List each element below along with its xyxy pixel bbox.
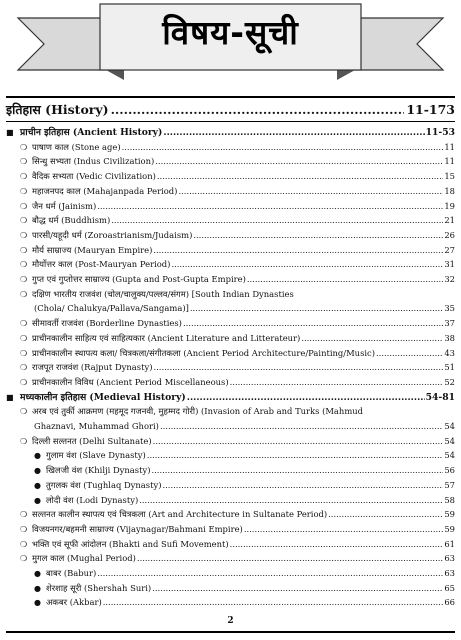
toc-entry-text: अरब एवं तुर्की आक्रमण (महमूद गजनवी, मुहम्मद गोरी) (Invasion of Arab and Turks (Mahmud — [32, 406, 364, 417]
toc-entry-text: राजपूत राजवंश (Rajput Dynasty) — [32, 362, 153, 373]
toc-entry — [20, 404, 455, 418]
toc-entry-text: दिल्ली सल्तनत (Delhi Sultanate) — [32, 435, 152, 446]
toc-entry — [20, 551, 455, 565]
dot-bullet-icon: ● — [34, 466, 41, 476]
leader-dots — [111, 213, 443, 227]
toc-entry-page: 31 — [444, 259, 455, 270]
main-section-label: इतिहास (History) — [6, 102, 109, 117]
toc-entry-text: खिलजी वंश (Khilji Dynasty) — [46, 465, 151, 476]
circle-bullet-icon: ❍ — [20, 201, 28, 211]
toc-entry-page: 63 — [444, 553, 455, 564]
circle-bullet-icon: ❍ — [20, 275, 28, 284]
toc-entry-text: मौर्य साम्राज्य (Mauryan Empire) — [32, 244, 153, 255]
toc-entry-page: 66 — [444, 597, 455, 608]
toc-entry — [34, 581, 455, 595]
leader-dots — [247, 272, 443, 286]
leader-dots — [183, 316, 443, 330]
toc-entry-page: 19 — [444, 200, 455, 211]
circle-bullet-icon: ❍ — [20, 510, 28, 520]
toc-entry-page: 11 — [444, 156, 455, 167]
leader-dots — [153, 360, 443, 374]
toc-entry — [20, 331, 455, 345]
circle-bullet-icon: ❍ — [20, 142, 28, 152]
toc-entry-page: 58 — [444, 494, 455, 505]
circle-bullet-icon: ❍ — [20, 172, 28, 182]
toc-entry-page: 54 — [444, 435, 455, 446]
bottom-rule — [6, 631, 455, 633]
leader-dots — [163, 126, 424, 140]
toc-entry-text: सीमावर्ती राजवंश (Borderline Dynasties) — [32, 318, 182, 329]
leader-dots — [151, 463, 443, 477]
toc-entry-text: बौद्ध धर्म (Buddhism) — [32, 215, 111, 226]
toc-entry-page: 11-53 — [425, 127, 455, 138]
dot-bullet-icon: ● — [34, 495, 41, 505]
leader-dots — [155, 154, 443, 168]
circle-bullet-icon: ❍ — [20, 554, 28, 564]
leader-dots — [157, 169, 443, 183]
leader-dots — [137, 551, 443, 565]
toc-entry — [20, 360, 455, 374]
page-title: विषय-सूची — [162, 13, 299, 52]
toc-section-heading — [6, 390, 455, 404]
toc-entry — [34, 493, 455, 507]
toc-entry — [20, 375, 455, 389]
toc-entry-page: 35 — [444, 303, 455, 314]
toc-entry-page: 51 — [444, 362, 455, 373]
toc-entry — [34, 448, 455, 462]
leader-dots — [162, 478, 443, 492]
leader-dots — [301, 331, 443, 345]
leader-dots — [122, 140, 444, 154]
circle-bullet-icon: ❍ — [20, 348, 28, 358]
leader-dots — [328, 507, 443, 521]
toc-entry-page: 59 — [444, 509, 455, 520]
toc-entry — [20, 140, 455, 154]
circle-bullet-icon: ❍ — [20, 407, 28, 417]
toc-entry-text: (Chola/ Chalukya/Pallava/Sangama)] — [34, 303, 189, 314]
toc-entry-page: 38 — [444, 332, 455, 343]
toc-entry — [20, 287, 455, 301]
leader-dots — [153, 243, 443, 257]
toc-entry — [34, 463, 455, 477]
toc-entry-text: मध्यकालीन इतिहास (Medieval History) — [20, 391, 186, 403]
leader-dots — [97, 199, 443, 213]
toc-entry — [34, 419, 455, 433]
toc-entry — [20, 213, 455, 227]
toc-entry-page: 18 — [444, 185, 455, 196]
toc-entry-text: Ghaznavi, Muhammad Ghori) — [34, 421, 159, 431]
toc-entry — [20, 272, 455, 286]
toc-entry — [20, 154, 455, 168]
toc-entry-page: 54 — [444, 421, 455, 431]
leader-dots — [230, 537, 444, 551]
toc-entry — [34, 566, 455, 580]
dot-bullet-icon: ● — [34, 598, 41, 608]
toc-entry-text: विजयनगर/बहमनी साम्राज्य (Vijaynagar/Bahmani Empire) — [32, 523, 243, 534]
circle-bullet-icon: ❍ — [20, 186, 28, 196]
toc-entry-text: तुगलक वंश (Tughlaq Dynasty) — [46, 479, 162, 490]
toc-entry — [34, 478, 455, 492]
toc-entry — [20, 228, 455, 242]
main-section-pages: 11-173 — [406, 102, 455, 117]
dot-bullet-icon: ● — [34, 451, 41, 461]
top-rule — [6, 96, 455, 98]
toc-section-heading — [6, 125, 455, 139]
toc-entry-text: अकबर (Akbar) — [46, 597, 102, 608]
square-bullet-icon: ■ — [6, 127, 14, 137]
toc-entry-text: प्राचीनकालीन साहित्य एवं साहित्यकार (Ancient Literature and Litterateur) — [32, 332, 301, 343]
leader-dots — [230, 375, 444, 389]
leader-dots — [111, 102, 405, 117]
leader-dots — [193, 228, 443, 242]
toc-entry-page: 43 — [444, 347, 455, 358]
dot-bullet-icon: ● — [34, 480, 41, 490]
toc-entry-text: प्राचीन इतिहास (Ancient History) — [20, 127, 163, 138]
leader-dots — [153, 434, 444, 448]
title-banner — [0, 0, 461, 86]
toc-entry-text: महाजनपद काल (Mahajanpada Period) — [32, 185, 178, 196]
toc-entry — [20, 537, 455, 551]
toc-entry — [34, 595, 455, 609]
circle-bullet-icon: ❍ — [20, 260, 28, 270]
toc-entry-text: लोदी वंश (Lodi Dynasty) — [46, 494, 139, 505]
toc-entry-page: 65 — [444, 582, 455, 593]
leader-dots — [103, 595, 444, 609]
circle-bullet-icon: ❍ — [20, 539, 28, 549]
leader-dots — [139, 493, 443, 507]
toc-entry — [20, 434, 455, 448]
toc-entry-page: 15 — [444, 171, 455, 182]
leader-dots — [160, 419, 443, 433]
circle-bullet-icon: ❍ — [20, 157, 28, 167]
toc-entry-page: 59 — [444, 523, 455, 534]
toc-entry-text: प्राचीनकालीन विविध (Ancient Period Miscellaneous) — [32, 376, 229, 387]
toc-entry-text: गुप्त एवं गुप्तोत्तर साम्राज्य (Gupta and Post-Gupta Empire) — [32, 274, 246, 284]
toc-entry-page: 26 — [444, 229, 455, 240]
toc-entry-text: शेरशाह सूरी (Shershah Suri) — [46, 582, 152, 593]
toc-entry-text: पाषाण काल (Stone age) — [32, 141, 121, 152]
leader-dots — [190, 301, 443, 315]
page-number: 2 — [227, 616, 234, 626]
toc-entry-text: वैदिक सभ्यता (Vedic Civilization) — [32, 171, 156, 182]
toc-entry — [20, 522, 455, 536]
leader-dots — [376, 346, 443, 360]
leader-dots — [178, 184, 443, 198]
toc-entry — [20, 257, 455, 271]
circle-bullet-icon: ❍ — [20, 289, 28, 299]
leader-dots — [147, 448, 444, 462]
toc-entry-text: दक्षिण भारतीय राजवंश (चोल/चालुक्य/पल्लव/संगम) [South Indian Dynasties — [32, 288, 294, 299]
toc-entry — [20, 346, 455, 360]
toc-entry-page: 32 — [444, 274, 455, 284]
toc-entry-text: भक्ति एवं सूफी आंदोलन (Bhakti and Sufi Movement) — [32, 538, 229, 549]
toc-entry-text: जैन धर्म (Jainism) — [32, 200, 97, 211]
circle-bullet-icon: ❍ — [20, 245, 28, 255]
toc-entry-text: मुगल काल (Mughal Period) — [32, 553, 136, 564]
leader-dots — [152, 581, 443, 595]
square-bullet-icon: ■ — [6, 391, 14, 402]
toc-entry-page: 63 — [444, 568, 455, 578]
circle-bullet-icon: ❍ — [20, 524, 28, 534]
leader-dots — [171, 257, 443, 271]
toc-entry — [20, 199, 455, 213]
dot-bullet-icon: ● — [34, 583, 41, 593]
toc-entry-page: 54-81 — [425, 391, 455, 403]
toc-entry-text: सिन्धु सभ्यता (Indus Civilization) — [32, 156, 155, 167]
toc-entry-page: 52 — [444, 376, 455, 387]
section-rule — [6, 121, 455, 122]
toc-entry — [20, 507, 455, 521]
toc-entry-text: प्राचीनकालीन स्थापत्य कला/ चित्रकला/संगीतकला (Ancient Period Architecture/Painting/Music) — [32, 347, 376, 358]
circle-bullet-icon: ❍ — [20, 319, 28, 329]
circle-bullet-icon: ❍ — [20, 333, 28, 343]
toc-entry — [20, 316, 455, 330]
leader-dots — [187, 391, 425, 405]
circle-bullet-icon: ❍ — [20, 363, 28, 373]
main-section-heading — [6, 101, 455, 119]
leader-dots — [97, 566, 443, 580]
circle-bullet-icon: ❍ — [20, 377, 28, 387]
circle-bullet-icon: ❍ — [20, 436, 28, 446]
toc-entry — [20, 169, 455, 183]
toc-entry-page: 57 — [444, 479, 455, 490]
toc-entry-text: बाबर (Babur) — [46, 568, 97, 578]
toc-entry-page: 61 — [444, 538, 455, 549]
toc-entry-page: 27 — [444, 244, 455, 255]
toc-entry-text: मौर्योत्तर काल (Post-Mauryan Period) — [32, 259, 171, 270]
toc-entry — [20, 243, 455, 257]
toc-entry-text: गुलाम वंश (Slave Dynasty) — [46, 450, 146, 461]
dot-bullet-icon: ● — [34, 569, 41, 578]
toc-entry — [34, 301, 455, 315]
toc-entry-page: 54 — [444, 450, 455, 461]
leader-dots — [244, 522, 444, 536]
toc-entry-page: 11 — [444, 141, 455, 152]
toc-entry-page: 37 — [444, 318, 455, 329]
circle-bullet-icon: ❍ — [20, 216, 28, 226]
toc-entry-text: सल्तनत कालीन स्थापत्य एवं चित्रकला (Art and Architecture in Sultanate Period) — [32, 509, 328, 520]
toc-entry-page: 56 — [444, 465, 455, 476]
toc-entry-text: पारसी/यहूदी धर्म (Zoroastrianism/Judaism) — [32, 229, 193, 240]
circle-bullet-icon: ❍ — [20, 230, 28, 240]
toc-entry-page: 21 — [444, 215, 455, 226]
toc-entry — [20, 184, 455, 198]
